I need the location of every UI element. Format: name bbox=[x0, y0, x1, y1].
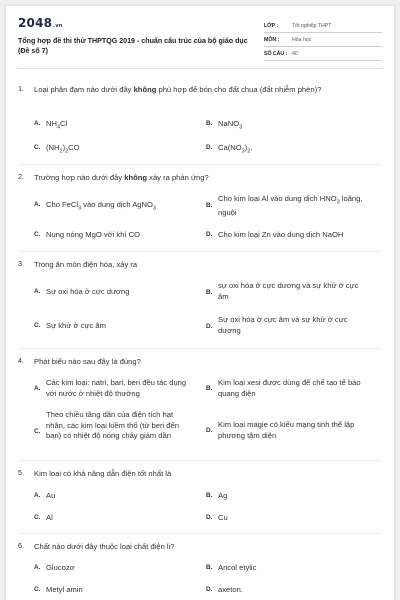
question-text: Loại phân đạm nào dưới đây không phù hợp để bón cho đất chua (đất nhiễm phèn)? bbox=[34, 85, 322, 94]
question-separator bbox=[18, 348, 382, 349]
question-separator bbox=[18, 533, 382, 534]
question-separator bbox=[18, 460, 382, 461]
document-header bbox=[18, 14, 382, 64]
question-separator bbox=[18, 251, 382, 252]
site-logo[interactable]: 2048.vn bbox=[18, 16, 63, 30]
document-page: 2048.vn Tổng hợp đề thi thử THPTQG 2019 - chuẩn cấu trúc của bộ giáo dục (Đề số 7) LỚP : Tốt nghiệp THPT MÔN : Hóa học SỐ CÂU : 40 1. Loại phân đạm nào dưới đây không phù hợp để bón cho đất chua (đất nhiễm phèn)? A. $NH_4Cl$ B. NaNO$_3$ C. $(NH_2)_2CO$ D. $Ca(NO_3)_2$. 2. Trường hợp nào dưới đây không xảy ra phản ứng? A. Cho FeCl$_3$ vào dung dịch AgNO$_3$ B. Cho kim loại Al vào dung dịch $HNO_3$ loãng, nguội C. Nung nóng MgO với khí CO D. Cho kim loại Zn vào dung dịch NaOH 3. Trong ăn mòn điện hóa, xảy ra A. Sự oxi hóa ở cực dương B. sự oxi hóa ở cực dương và sự khử ở cực âm C. Sự khử ở cực âm D. Sự oxi hóa ở cực âm và sự khử ở cực dương 4. Phát biểu nào sau đây là đúng? A. Các kim loại: natri, bari, beri đều tác dụng với nước ở nhiệt độ thường B. Kim loại xesi được dùng để chế tạo tế bào quang điện C. Theo chiều tăng dần của điện tích hạt nhân, các kim loại kiềm thổ (từ beri đến bari) có nhiệt độ nóng chảy giảm dần D. Kim loại magie có kiểu mạng tinh thể lập phương tâm diện 5. Kim loại có khả năng dẫn điện tốt nhất là A. Au B. Ag C. Al D. Cu 6. Chất nào dưới đây thuộc loại chất điện li? A. Glucozơ B. Ancol etylic C. Metyl amin D. axeton. bbox=[6, 6, 394, 600]
document-title: Tổng hợp đề thi thử THPTQG 2019 - chuẩn cấu trúc của bộ giáo dục (Đề số 7) bbox=[18, 37, 248, 55]
header-divider bbox=[18, 68, 382, 69]
question-text: Trường hợp nào dưới đây không xảy ra phản ứng? bbox=[34, 173, 209, 182]
meta-question-count: SỐ CÂU : 40 bbox=[264, 47, 382, 61]
meta-grade: LỚP : Tốt nghiệp THPT bbox=[264, 19, 382, 33]
question-separator bbox=[18, 164, 382, 165]
document-meta bbox=[264, 19, 382, 61]
meta-subject: MÔN : Hóa học bbox=[264, 33, 382, 47]
